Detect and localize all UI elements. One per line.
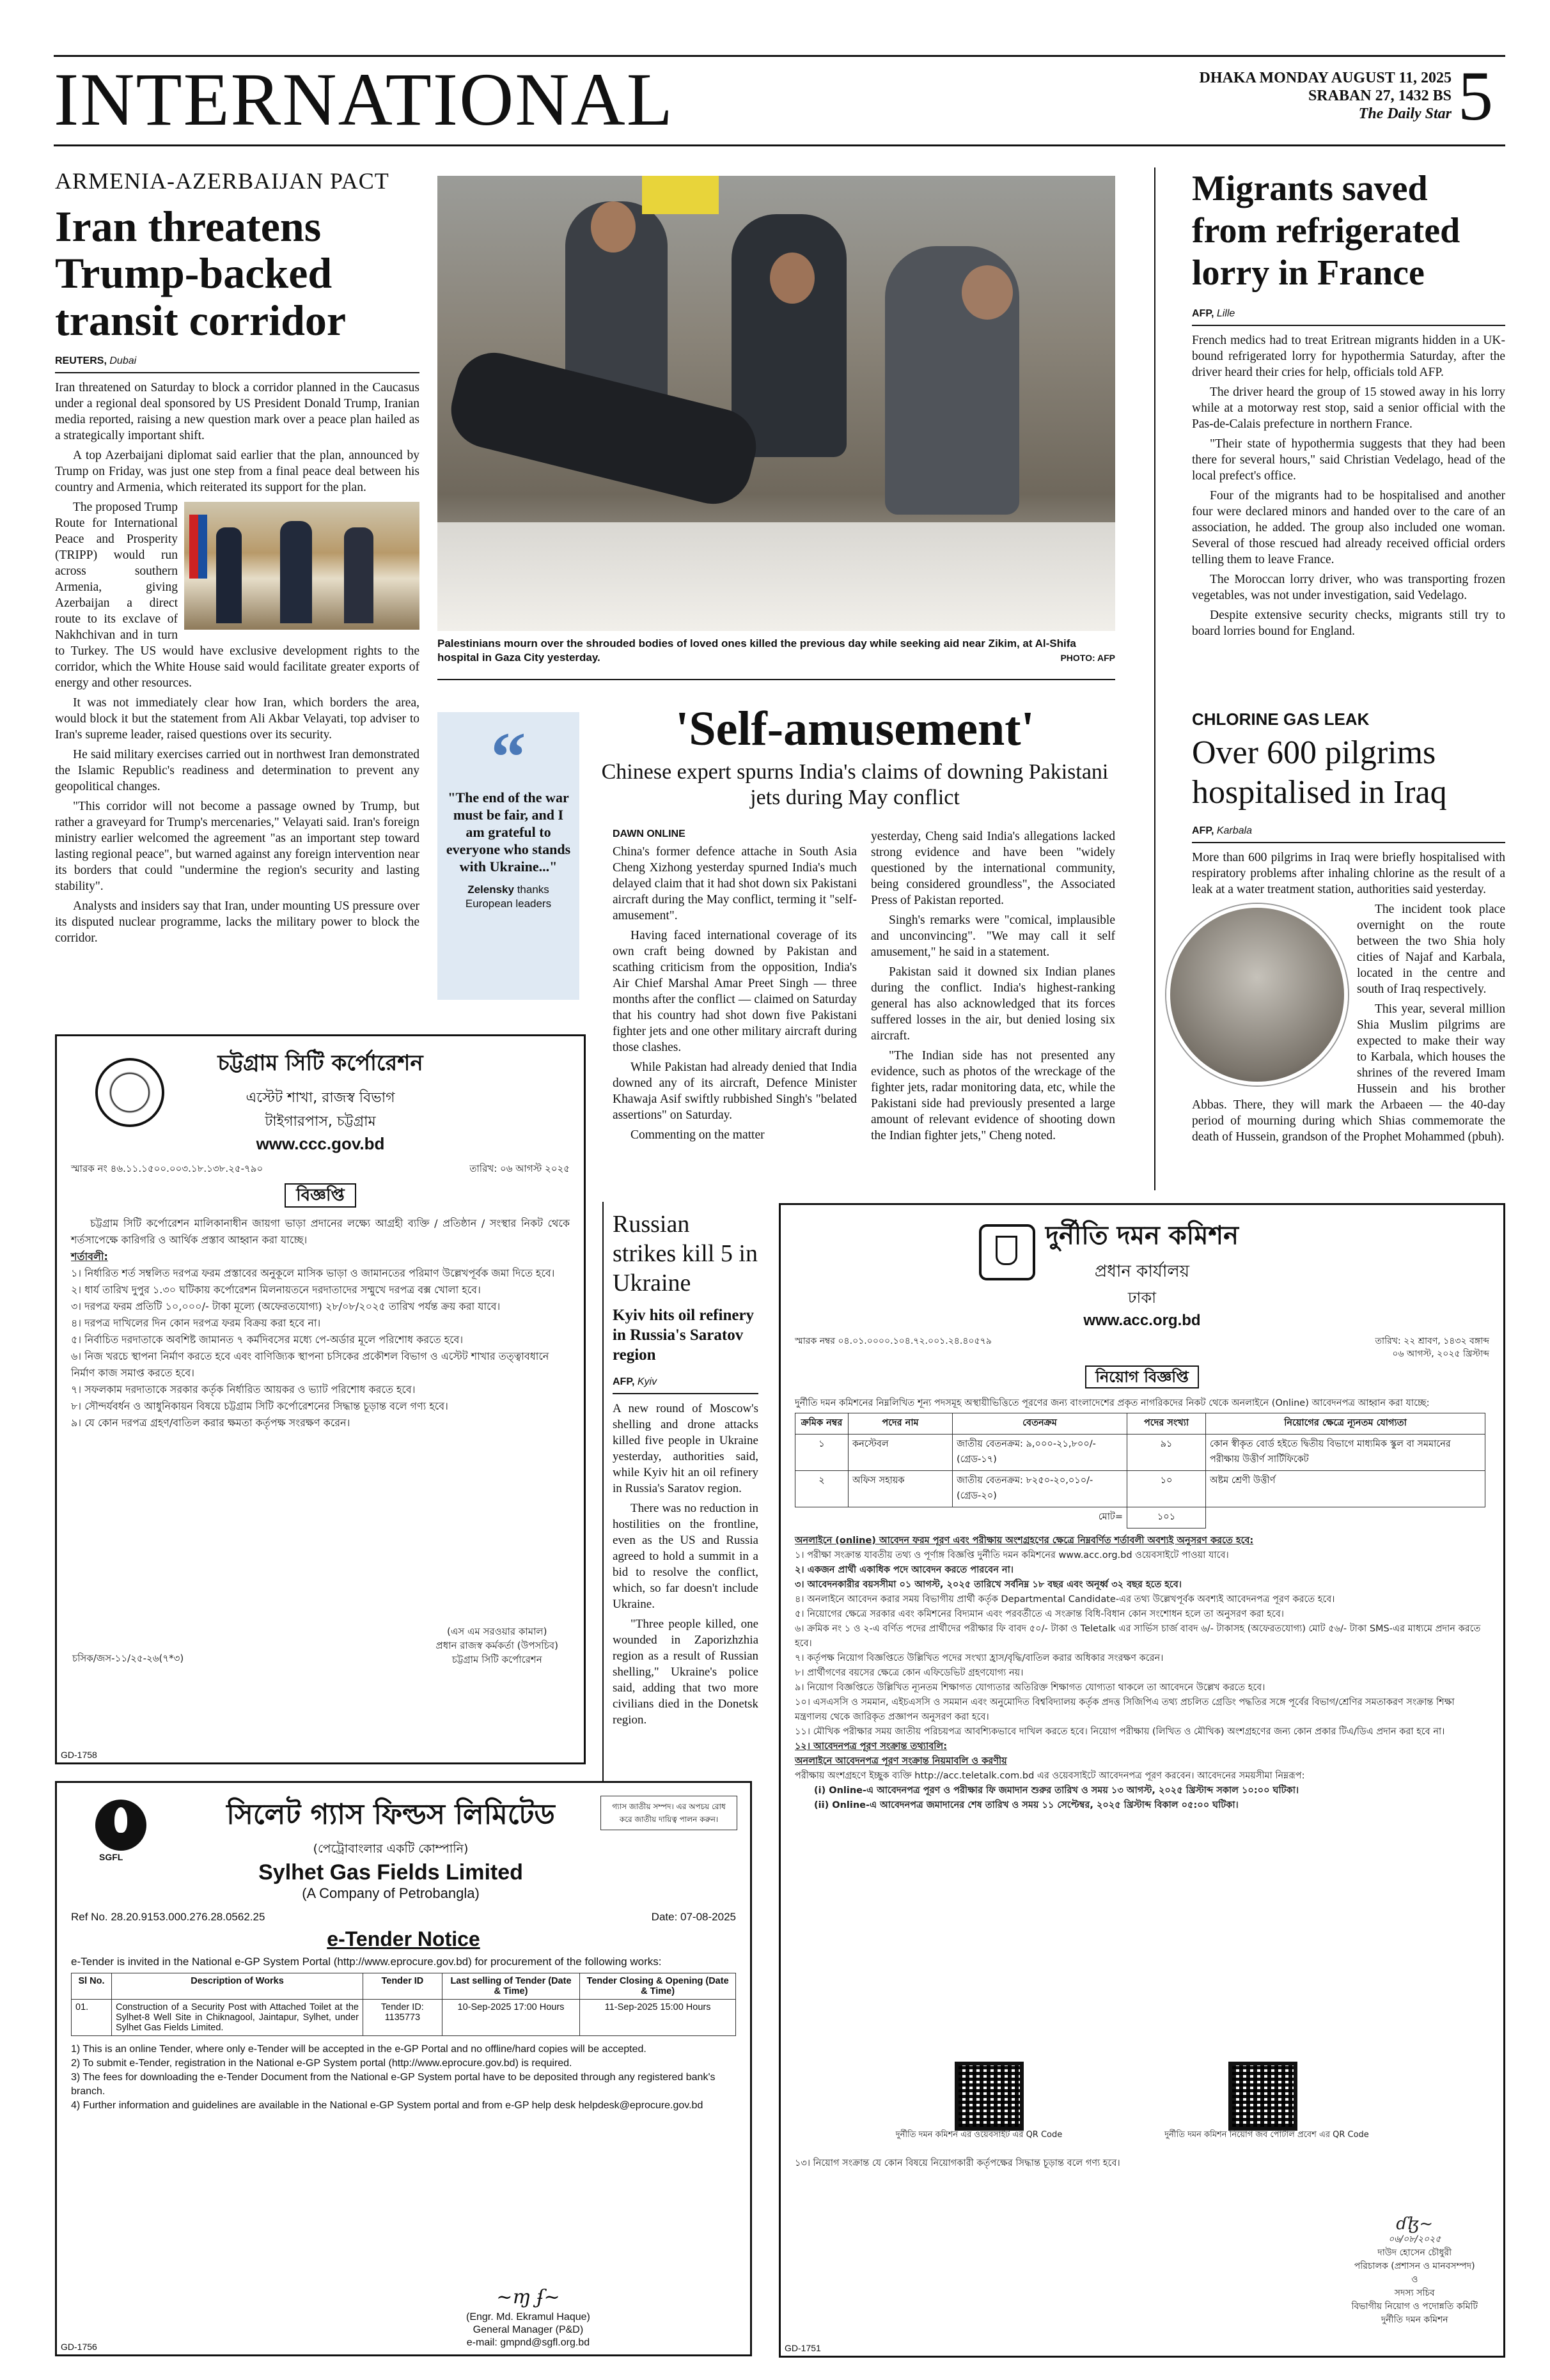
ad-rules: অনলাইনে (online) আবেদন ফরম পূরণ এবং পরীক্ষায় অংশগ্রহণের ক্ষেত্রে নিম্নবর্ণিত শর্তাবলী অবশ্যই অনুসরণ করতে হবে: ১। পরীক্ষা সংক্রান্ত যাবতীয় তথ্য ও পূর্ণাঙ্গ বিজ্ঞপ্তি দুর্নীতি দমন কমিশনের www.acc.org.bd ওয়েবসাইটে পাওয়া যাবে। ২। একজন প্রার্থী একাধিক পদে আবেদন করতে পারবেন না। ৩। আবেদনকারীর বয়সসীমা ০১ আগস্ট, ২০২৫ তারিখে সর্বনিম্ন ১৮ বছর এবং অনূর্ধ্ব ৩২ বছর হতে হবে। ৪। অনলাইনে আবেদন করার সময় বিভাগীয় প্রার্থী কর্তৃক Departmental Candidate-এর তথ্য উল্লেখপূর্বক অবশ্যই আবেদনপত্র পূরণ করতে হবে। ৫। নিয়োগের ক্ষেত্রে সরকার এবং কমিশনের বিদ্যমান এবং পরবর্তীতে এ সংক্রান্ত বিধি-বিধান কোন সংশোধন হলে তা অনুসরণ করা হবে। ৬। ক্রমিক নং ১ ও ২-এ বর্ণিত পদের প্রার্থীদের পরীক্ষার ফি বাবদ ৫০/- টাকা ও Teletalk এর সার্ভিস চার্জ বাবদ ৬/- টাকাসহ (অফেরতযোগ্য) মোট ৫৬/- টাকা SMS-এর মাধ্যমে প্রদান করতে হবে। ৭। কর্তৃপক্ষ নিয়োগ বিজ্ঞপ্তিতে উল্লিখিত পদের সংখ্যা হ্রাস/বৃদ্ধি/বাতিল করার অধিকার সংরক্ষণ করেন। ৮। প্রার্থীগণের বয়সের ক্ষেত্রে কোন এফিডেভিট গ্রহণযোগ্য নয়। ৯। নিয়োগ বিজ্ঞপ্তিতে উল্লিখিত ন্যূনতম শিক্ষাগত যোগ্যতার অতিরিক্ত শিক্ষাগত যোগ্যতা থাকলে তা আবেদনে উল্লেখ করতে হবে। ১০। এসএসসি ও সমমান, এইচএসসি ও সমমান এবং অনুমোদিত বিশ্ববিদ্যালয় কর্তৃক প্রদত্ত সিজিপিএ তথ্য প্রচলিত গ্রেডিং পদ্ধতির সঙ্গে পূর্বের বিভাগ/শ্রেণির সমতাকরণ সংক্রান্ত শিক্ষা মন্ত্রণালয় থেকে জারিকৃত প্রজ্ঞাপন অনুসরণ করা হবে। ১১। মৌখিক পরীক্ষার সময় জাতীয় পরিচয়পত্র আবশ্যিকভাবে দাখিল করতে হবে। নিয়োগ পরীক্ষায় (লিখিত ও মৌখিক) অংশগ্রহণের জন্য কোন প্রকার টিএ/ডিএ প্রদান করা হবে না। ১২। আবেদনপত্র পূরণ সংক্রান্ত তথ্যাবলি: অনলাইনে আবেদনপত্র পূরণ সংক্রান্ত নিয়মাবলি ও করণীয় পরীক্ষায় অংশগ্রহণে ইচ্ছুক ব্যক্তি http://acc.teletalk.com.bd এর ওয়েবসাইটে আবেদনপত্র পূরণ করবেন। আবেদনের সময়সীমা নিম্নরূপ: (i) Online-এ আবেদনপত্র পূরণ ও পরীক্ষার ফি জমাদান শুরুর তারিখ ও সময় ১৩ আগস্ট, ২০২৫ খ্রিস্টাব্দ সকাল ১০:০০ ঘটিকা। (ii) Online-এ আবেদনপত্র জমাদানের শেষ তারিখ ও সময় ১১ সেপ্টেম্বর, ২০২৫ খ্রিস্টাব্দ বিকাল ০৫:০০ ঘটিকা। <box>795 1536 1481 1810</box>
table-header-row: Sl No. Description of Works Tender ID Last selling of Tender (Date & Time) Tender Closing & Opening (Date & Time) <box>72 1973 736 2000</box>
side-note: গ্যাস জাতীয় সম্পদ। এর অপচয় রোধ করে জাতীয় দায়িত্ব পালন করুন। <box>600 1796 737 1830</box>
deck: Chinese expert spurns India's claims of downing Pakistani jets during May conflict <box>601 760 1109 809</box>
tender-notes: 1) This is an online Tender, where only e-Tender will be accepted in the e-GP Portal and no offline/hard copies will be accepted. 2) To submit e-Tender, registration in the National e-GP System portal (http://www.eprocure.gov.bd) is required. 3) The fees for downloading the e-Tender Document from the National e-GP System portal have to be deposited through any registered bank's branch. 4) Further information and guidelines are available in the National e-GP System portal and from e-GP help desk helpdesk@eprocure.gov.bd <box>71 2044 716 2111</box>
pilgrims-photo <box>1166 904 1348 1085</box>
story-migrants <box>1192 167 1505 643</box>
column-divider <box>1154 167 1155 1190</box>
headline: Iran threatens Trump-backed transit corridor <box>55 202 347 345</box>
byline: DAWN ONLINE <box>613 828 685 839</box>
notice-label: নিয়োগ বিজ্ঞপ্তি <box>1085 1365 1199 1388</box>
ad-signature: ɗɮ~ ০৬/০৮/২০২৫ দাউদ হোসেন চৌধুরী পরিচালক (প্রশাসন ও মানবসম্পদ) ও সদস্য সচিব বিভাগীয় নিয়োগ ও পদোন্নতি কমিটি দুর্নীতি দমন কমিশন <box>1351 2214 1478 2325</box>
page-number: 5 <box>1458 57 1493 135</box>
kicker: CHLORINE GAS LEAK <box>1192 710 1370 729</box>
sgfl-logo-icon <box>95 1800 146 1851</box>
article-body: More than 600 pilgrims in Iraq were briefly hospitalised with respiratory problems after inhaling chlorine as the result of a leak at a water treatment station, authorities said yesterday. The incident took place overnight on the route between the two Shia holy cities of Najaf and Karbala, located in the centre and south of Iraq respectively. This year, several million Shia Muslim pilgrims are expected to make their way to Karbala, which houses the shrines of the revered Imam Hussein and his brother Abbas. There, they will mark the Arbaeen — the 40-day period of mourning during which Shias commemorate the death of Hussein, grandson of the Prophet Mohammed (pbuh). <box>1192 850 1505 1145</box>
tender-table <box>71 1973 736 2036</box>
quote-text: "The end of the war must be fair, and I am grateful to everyone who stands with Ukraine..." <box>446 789 571 875</box>
masthead-rule <box>54 144 1505 146</box>
ad-acc: দুর্নীতি দমন কমিশন প্রধান কার্যালয় ঢাকা www.acc.org.bd স্মারক নম্বর ০৪.০১.০০০০.১০৪.৭২.০০১.২৪.৪০৫৭৯ তারিখ: ২২ শ্রাবণ, ১৪৩২ বঙ্গাব্দ ০৬ আগস্ট, ২০২৫ খ্রিস্টাব্দ নিয়োগ বিজ্ঞপ্তি দুর্নীতি দমন কমিশনের নিম্নলিখিত শূন্য পদসমূহ অস্থায়ীভিত্তিতে পূরণের জন্য বাংলাদেশের প্রকৃত নাগরিকদের নিকট থেকে অনলাইনে (Online) আবেদনপত্র আহ্বান করা যাচ্ছে: ক্রমিক নম্বর পদের নাম বেতনক্রম পদের সংখ্যা নিয়োগের ক্ষেত্রে ন্যূনতম যোগ্যতা ১ কনস্টেবল জাতীয় বেতনক্রম: ৯,০০০-২১,৮০০/- (গ্রেড-১৭) ৯১ কোন স্বীকৃত বোর্ড হইতে দ্বিতীয় বিভাগে মাধ্যমিক স্কুল বা সমমানের পরীক্ষায় উত্তীর্ণ সার্টিফিকেট ২ অফিস সহায়ক জাতীয় বেতনক্রম: ৮২৫০-২০,০১০/- (গ্রেড-২০) ১০ অষ্টম শ্রেণী উত্তীর্ণ মোট= ১০১ অনলাইনে (online) আবেদন ফরম পূরণ এবং পরীক্ষায় অংশগ্রহণের ক্ষেত্রে নিম্নবর্ণিত শর্তাবলী অবশ্যই অনুসরণ করতে হবে: ১। পরীক্ষা সংক্রান্ত যাবতীয় তথ্য ও পূর্ণাঙ্গ বিজ্ঞপ্তি দুর্নীতি দমন কমিশনের www.acc.org.bd ওয়েবসাইটে পাওয়া যাবে। ২। একজন প্রার্থী একাধিক পদে আবেদন করতে পারবেন না। ৩। আবেদনকারীর বয়সসীমা ০১ আগস্ট, ২০২৫ তারিখে সর্বনিম্ন ১৮ বছর এবং অনূর্ধ্ব ৩২ বছর হতে হবে। ৪। অনলাইনে আবেদন করার সময় বিভাগীয় প্রার্থী কর্তৃক Departmental Candidate-এর তথ্য উল্লেখপূর্বক অবশ্যই আবেদনপত্র পূরণ করতে হবে। ৫। নিয়োগের ক্ষেত্রে সরকার এবং কমিশনের বিদ্যমান এবং পরবর্তীতে এ সংক্রান্ত বিধি-বিধান কোন সংশোধন হলে তা অনুসরণ করা হবে। ৬। ক্রমিক নং ১ ও ২-এ বর্ণিত পদের প্রার্থীদের পরীক্ষার ফি বাবদ ৫০/- টাকা ও Teletalk এর সার্ভিস চার্জ বাবদ ৬/- টাকাসহ (অফেরতযোগ্য) মোট ৫৬/- টাকা SMS-এর মাধ্যমে প্রদান করতে হবে। ৭। কর্তৃপক্ষ নিয়োগ বিজ্ঞপ্তিতে উল্লিখিত পদের সংখ্যা হ্রাস/বৃদ্ধি/বাতিল করার অধিকার সংরক্ষণ করেন। ৮। প্রার্থীগণের বয়সের ক্ষেত্রে কোন এফিডেভিট গ্রহণযোগ্য নয়। ৯। নিয়োগ বিজ্ঞপ্তিতে উল্লিখিত ন্যূনতম শিক্ষাগত যোগ্যতার অতিরিক্ত শিক্ষাগত যোগ্যতা থাকলে তা আবেদনে উল্লেখ করতে হবে। ১০। এসএসসি ও সমমান, এইচএসসি ও সমমান এবং অনুমোদিত বিশ্ববিদ্যালয় কর্তৃক প্রদত্ত সিজিপিএ তথ্য প্রচলিত গ্রেডিং পদ্ধতির সঙ্গে পূর্বের বিভাগ/শ্রেণির সমতাকরণ সংক্রান্ত শিক্ষা মন্ত্রণালয় থেকে জারিকৃত প্রজ্ঞাপন অনুসরণ করা হবে। ১১। মৌখিক পরীক্ষার সময় জাতীয় পরিচয়পত্র আবশ্যিকভাবে দাখিল করতে হবে। নিয়োগ পরীক্ষায় (লিখিত ও মৌখিক) অংশগ্রহণের জন্য কোন প্রকার টিএ/ডিএ প্রদান করা হবে না। ১২। আবেদনপত্র পূরণ সংক্রান্ত তথ্যাবলি: অনলাইনে আবেদনপত্র পূরণ সংক্রান্ত নিয়মাবলি ও করণীয় পরীক্ষায় অংশগ্রহণে ইচ্ছুক ব্যক্তি http://acc.teletalk.com.bd এর ওয়েবসাইটে আবেদনপত্র পূরণ করবেন। আবেদনের সময়সীমা নিম্নরূপ: (i) Online-এ আবেদনপত্র পূরণ ও পরীক্ষার ফি জমাদান শুরুর তারিখ ও সময় ১৩ আগস্ট, ২০২৫ খ্রিস্টাব্দ সকাল ১০:০০ ঘটিকা। (ii) Online-এ আবেদনপত্র জমাদানের শেষ তারিখ ও সময় ১১ সেপ্টেম্বর, ২০২৫ খ্রিস্টাব্দ বিকাল ০৫:০০ ঘটিকা। দুর্নীতি দমন কমিশন এর ওয়েবসাইট এর QR Code দুর্নীতি দমন কমিশন নিয়োগ জব পোর্টাল প্রবেশ এর QR Code ১৩। নিয়োগ সংক্রান্ত যে কোন বিষয়ে নিয়োগকারী কর্তৃপক্ষের সিদ্ধান্ত চূড়ান্ত বলে গণ্য হবে। ɗɮ~ ০৬/০৮/২০২৫ দাউদ হোসেন চৌধুরী পরিচালক (প্রশাসন ও মানবসম্পদ) ও সদস্য সচিব বিভাগীয় নিয়োগ ও পদোন্নতি কমিটি দুর্নীতি দমন কমিশন GD-1751 <box>779 1203 1505 2358</box>
table-row: ১ কনস্টেবল জাতীয় বেতনক্রম: ৯,০০০-২১,৮০০/- (গ্রেড-১৭) ৯১ কোন স্বীকৃত বোর্ড হইতে দ্বিতীয় বিভাগে মাধ্যমিক স্কুল বা সমমানের পরীক্ষায় উত্তীর্ণ সার্টিফিকেট <box>795 1435 1485 1471</box>
quote-mark-icon: “ <box>490 718 526 796</box>
ccc-logo-icon <box>95 1058 164 1127</box>
byline: AFP, Karbala <box>1192 825 1252 836</box>
story-iran <box>55 167 419 950</box>
qr-code-job-portal[interactable] <box>1228 2062 1297 2131</box>
section-title: INTERNATIONAL <box>54 58 674 141</box>
ad-code: GD-1756 <box>61 2342 97 2352</box>
top-rule <box>54 55 1505 57</box>
article-col-2: yesterday, Cheng said India's allegations lacked strong evidence and have been "widely questioned by the international community, being considered groundless", the Associated Press of Pakistan reported. Singh's remarks were "comical, implausible and unconvincing". "We may call it self amusement," he said in a statement. Pakistan said it downed six Indian planes during the conflict. India's highest-ranking general has also acknowledged that its forces suffered losses in the air, but denied losing six aircraft. "The Indian side has not presented any evidence, such as photos of the wreckage of the fighter jets, radar monitoring data, etc, while the Pakistani side had previously presented a large amount of relevant evidence of shooting down the Indian fighter jets," Cheng noted. <box>871 830 1115 1142</box>
signing-ceremony-photo <box>184 502 419 630</box>
headline: Migrants saved from refrigerated lorry in France <box>1192 169 1460 293</box>
article-body: Iran threatened on Saturday to block a corridor planned in the Caucasus under a regional deal sponsored by US President Donald Trump, Iranian media reported, raising a new question mark over a peace plan hailed as a strategically important shift. A top Azerbaijani diplomat said earlier that the plan, announced by Trump on Friday, was just one step from a final peace deal between his country and Armenia, which reiterated its support for the plan. The proposed Trump Route for International Peace and Prosperity (TRIPP) would run across southern Armenia, giving Azerbaijan a direct route to its exclave of Nakhchivan and in turn to Turkey. The US would have exclusive development rights to the corridor, which the White House said would facilitate greater exports of energy and other resources. It was not immediately clear how Iran, which borders the area, would block it but the statement from Ali Akbar Velayati, top adviser to Iran's supreme leader, raised questions over its security. He said military exercises carried out in northwest Iran demonstrated the Islamic Republic's readiness and determination to prevent any geopolitical changes. "This corridor will not become a passage owned by Trump, but rather a graveyard for Trump's mercenaries," Velayati said. Iran's foreign ministry earlier welcomed the agreement "as an important step toward lasting regional peace", but warned against any foreign intervention near its borders that could "undermine the region's security and lasting stability". Analysts and insiders say that Iran, under mounting US pressure over its disputed nuclear programme, lacks the military power to block the corridor. <box>55 381 419 945</box>
notice-label: e-Tender Notice <box>327 1927 480 1950</box>
deck: Kyiv hits oil refinery in Russia's Saratov region <box>613 1307 755 1364</box>
ad-sgfl: SGFL সিলেট গ্যাস ফিল্ডস লিমিটেড (পেট্রোবাংলার একটি কোম্পানি) Sylhet Gas Fields Limited (A Company of Petrobangla) গ্যাস জাতীয় সম্পদ। এর অপচয় রোধ করে জাতীয় দায়িত্ব পালন করুন। Ref No. 28.20.9153.000.276.28.0562.25 Date: 07-08-2025 e-Tender Notice e-Tender is invited in the National e-GP System Portal (http://www.eprocure.gov.bd) for procurement of the following works: Sl No. Description of Works Tender ID Last selling of Tender (Date & Time) Tender Closing & Opening (Date & Time) 01. Construction of a Security Post with Attached Toilet at the Sylhet-8 Well Site in Chiknagool, Jaintapur, Sylhet, under Sylhet Gas Fields Limited. Tender ID: 1135773 10-Sep-2025 17:00 Hours 11-Sep-2025 15:00 Hours 1) This is an online Tender, where only e-Tender will be accepted in the e-GP Portal and no offline/hard copies will be accepted. 2) To submit e-Tender, registration in the National e-GP System portal (http://www.eprocure.gov.bd) is required. 3) The fees for downloading the e-Tender Document from the National e-GP System portal have to be deposited through any registered bank's branch. 4) Further information and guidelines are available in the National e-GP System portal and from e-GP help desk helpdesk@eprocure.gov.bd ~ɱ ʄ~ (Engr. Md. Ekramul Haque) General Manager (P&D) e-mail: gmpnd@sgfl.org.bd GD-1756 <box>55 1781 752 2356</box>
story-pilgrims <box>1192 710 1505 1149</box>
notice-label: বিজ্ঞপ্তি <box>285 1183 356 1208</box>
gaza-mourning-photo <box>437 176 1115 631</box>
article-col-1: China's former defence attache in South Asia Cheng Xizhong yesterday spurned India's much delayed claim that it had shot down six Pakistani aircraft during the May conflict, terming it "self-amusement". Having faced international coverage of its own craft being downed by Pakistan and scathing criticism from the opposition, India's Air Chief Marshal Amar Preet Singh — three months after the conflict — claimed on Saturday that his country had shot down five Pakistani fighter jets and one other military aircraft during those clashes. While Pakistan had already denied that India downed any of its aircraft, Defence Minister Khawaja Asif swiftly rubbished Singh's "belated assertions" on Saturday. Commenting on the matter <box>613 845 857 1142</box>
table-header-row: ক্রমিক নম্বর পদের নাম বেতনক্রম পদের সংখ্যা নিয়োগের ক্ষেত্রে ন্যূনতম যোগ্যতা <box>795 1413 1485 1435</box>
rule <box>55 372 419 373</box>
acc-logo-icon <box>979 1224 1035 1280</box>
byline: AFP, Lille <box>1192 308 1235 319</box>
ad-url: www.ccc.gov.bd <box>256 1134 385 1153</box>
table-row: ২ অফিস সহায়ক জাতীয় বেতনক্রম: ৮২৫০-২০,০১০/- (গ্রেড-২০) ১০ অষ্টম শ্রেণী উত্তীর্ণ <box>795 1471 1485 1507</box>
ad-title: সিলেট গ্যাস ফিল্ডস লিমিটেড <box>226 1798 555 1831</box>
story-russia <box>613 1209 758 1732</box>
byline: REUTERS, Dubai <box>55 355 137 367</box>
ad-code: GD-1758 <box>61 1750 97 1760</box>
paper-name: The Daily Star <box>1358 105 1452 122</box>
ad-signature: ~ɱ ʄ~ (Engr. Md. Ekramul Haque) General Manager (P&D) e-mail: gmpnd@sgfl.org.bd <box>466 2286 590 2348</box>
article-body: A new round of Moscow's shelling and drone attacks killed five people in Ukraine yesterday, authorities said, while Kyiv hit an oil refinery in Russia's Saratov region. There was no reduction in hostilities on the frontline, even as the US and Russia agreed to hold a summit in a bid to resolve the conflict, which, so far doesn't include Ukraine. "Three people killed, one wounded in Zaporizhzhia region as a result of Russian shelling," Ukraine's police said, adding that two more civilians died in the Donetsk region. <box>613 1402 758 1727</box>
ad-title: দুর্নীতি দমন কমিশন <box>1045 1221 1239 1250</box>
article-body: French medics had to treat Eritrean migrants hidden in a UK-bound refrigerated lorry for hypothermia Saturday, after the driver heard their cries for help, officials told AFP. The driver heard the group of 15 stowed away in his lorry while at a motorway rest stop, said a senior official with the Pas-de-Calais prefecture in northern France. "Their state of hypothermia suggests that they had been there for several hours," said Christian Vedelago, head of the local prefect's office. Four of the migrants had to be hospitalised and another four were declared minors and handed over to the care of an association, he added. The group also included one woman. Several of those rescued had already received official orders telling them to leave France. The Moroccan lorry driver, who was transporting frozen vegetables, was not under investigation, said Vedelago. Despite extensive security checks, migrants still try to board lorries bound for England. <box>1192 334 1505 638</box>
rule <box>437 679 1115 680</box>
photo-credit: PHOTO: AFP <box>1060 653 1115 663</box>
table-total-row: মোট= ১০১ <box>795 1507 1485 1528</box>
ad-ccc: চট্টগ্রাম সিটি কর্পোরেশন এস্টেট শাখা, রাজস্ব বিভাগ টাইগারপাস, চট্টগ্রাম www.ccc.gov.bd স্মারক নং ৪৬.১১.১৫০০.০০৩.১৮.১৩৮.২৫-৭৯০ তারিখ: ০৬ আগস্ট ২০২৫ বিজ্ঞপ্তি চট্টগ্রাম সিটি কর্পোরেশন মালিকানাধীন জায়গা ভাড়া প্রদানের লক্ষ্যে আগ্রহী ব্যক্তি / প্রতিষ্ঠান / সংস্থার নিকট থেকে শর্তসাপেক্ষে কারিগরি ও আর্থিক প্রস্তাব আহ্বান করা যাচ্ছে। শর্তাবলী: ১। নির্ধারিত শর্ত সম্বলিত দরপত্র ফরম প্রস্তাবের অনুকূলে মাসিক ভাড়া ও জামানতের পরিমাণ উল্লেখপূর্বক জমা দিতে হবে। ২। ধার্য তারিখ দুপুর ১.৩০ ঘটিকায় কর্পোরেশন মিলনায়তনে দরদাতাদের সম্মুখে দরপত্র বক্স খোলা হবে। ৩। দরপত্র ফরম প্রতিটি ১০,০০০/- টাকা মূল্যে (অফেরতযোগ্য) ২৮/০৮/২০২৫ তারিখ পর্যন্ত ক্রয় করা যাবে। ৪। দরপত্র দাখিলের দিন কোন দরপত্র ফরম বিক্রয় করা হবে না। ৫। নির্বাচিত দরদাতাকে অবশিষ্ট জামানত ৭ কর্মদিবসের মধ্যে পে-অর্ডার মূলে পরিশোধ করতে হবে। ৬। নিজ খরচে স্থাপনা নির্মাণ করতে হবে এবং বাণিজ্যিক স্থাপনা চসিকের প্রকৌশল বিভাগ ও এস্টেট শাখার তত্ত্বাবধানে নির্মাণ কাজ সমাপ্ত করতে হবে। ৭। সফলকাম দরদাতাকে সরকার কর্তৃক নির্ধারিত আয়কর ও ভ্যাট পরিশোধ করতে হবে। ৮। সৌন্দর্যবর্ধন ও আধুনিকায়ন বিষয়ে চট্টগ্রাম সিটি কর্পোরেশনের সিদ্ধান্ত চূড়ান্ত বলে গণ্য হবে। ৯। যে কোন দরপত্র গ্রহণ/বাতিল করার ক্ষমতা কর্তৃপক্ষ সংরক্ষণ করেন। (এস এম সরওয়ার কামাল) প্রধান রাজস্ব কর্মকর্তা (উপসচিব) চট্টগ্রাম সিটি কর্পোরেশন চসিক/জস-১১/২৫-২৬(৭*৩) GD-1758 <box>55 1034 586 1764</box>
ad-body: চট্টগ্রাম সিটি কর্পোরেশন মালিকানাধীন জায়গা ভাড়া প্রদানের লক্ষ্যে আগ্রহী ব্যক্তি / প্রতিষ্ঠান / সংস্থার নিকট থেকে শর্তসাপেক্ষে কারিগরি ও আর্থিক প্রস্তাব আহ্বান করা যাচ্ছে। শর্তাবলী: ১। নির্ধারিত শর্ত সম্বলিত দরপত্র ফরম প্রস্তাবের অনুকূলে মাসিক ভাড়া ও জামানতের পরিমাণ উল্লেখপূর্বক জমা দিতে হবে। ২। ধার্য তারিখ দুপুর ১.৩০ ঘটিকায় কর্পোরেশন মিলনায়তনে দরদাতাদের সম্মুখে দরপত্র বক্স খোলা হবে। ৩। দরপত্র ফরম প্রতিটি ১০,০০০/- টাকা মূল্যে (অফেরতযোগ্য) ২৮/০৮/২০২৫ তারিখ পর্যন্ত ক্রয় করা যাবে। ৪। দরপত্র দাখিলের দিন কোন দরপত্র ফরম বিক্রয় করা হবে না। ৫। নির্বাচিত দরদাতাকে অবশিষ্ট জামানত ৭ কর্মদিবসের মধ্যে পে-অর্ডার মূলে পরিশোধ করতে হবে। ৬। নিজ খরচে স্থাপনা নির্মাণ করতে হবে এবং বাণিজ্যিক স্থাপনা চসিকের প্রকৌশল বিভাগ ও এস্টেট শাখার তত্ত্বাবধানে নির্মাণ কাজ সমাপ্ত করতে হবে। ৭। সফলকাম দরদাতাকে সরকার কর্তৃক নির্ধারিত আয়কর ও ভ্যাট পরিশোধ করতে হবে। ৮। সৌন্দর্যবর্ধন ও আধুনিকায়ন বিষয়ে চট্টগ্রাম সিটি কর্পোরেশনের সিদ্ধান্ত চূড়ান্ত বলে গণ্য হবে। ৯। যে কোন দরপত্র গ্রহণ/বাতিল করার ক্ষমতা কর্তৃপক্ষ সংরক্ষণ করেন। <box>71 1217 570 1429</box>
signature-scribble: ~ɱ ʄ~ <box>496 2286 560 2308</box>
posts-table <box>795 1413 1485 1528</box>
ad-code: GD-1751 <box>785 2343 821 2353</box>
pull-quote <box>437 712 579 1000</box>
table-row: 01. Construction of a Security Post with Attached Toilet at the Sylhet-8 Well Site in Chiknagool, Jaintapur, Sylhet, under Sylhet Gas Fields Limited. Tender ID: 1135773 10-Sep-2025 17:00 Hours 11-Sep-2025 15:00 Hours <box>72 2000 736 2036</box>
headline: Russian strikes kill 5 in Ukraine <box>613 1211 758 1296</box>
qr-code-website[interactable] <box>955 2062 1024 2131</box>
quote-attribution: Zelensky thanks European leaders <box>465 883 552 910</box>
ad-url: www.acc.org.bd <box>1083 1312 1201 1329</box>
photo-caption: Palestinians mourn over the shrouded bodies of loved ones killed the previous day while seeking aid near Zikim, at Al-Shifa hospital in Gaza City yesterday. <box>437 637 1076 664</box>
ad-signature: (এস এম সরওয়ার কামাল) প্রধান রাজস্ব কর্মকর্তা (উপসচিব) চট্টগ্রাম সিটি কর্পোরেশন <box>435 1626 558 1665</box>
headline: Over 600 pilgrims hospitalised in Iraq <box>1192 735 1447 811</box>
column-divider <box>602 1202 604 1879</box>
ad-title: চট্টগ্রাম সিটি কর্পোরেশন <box>217 1050 423 1076</box>
byline: AFP, Kyiv <box>613 1376 657 1387</box>
dateline: DHAKA MONDAY AUGUST 11, 2025 SRABAN 27, 1432 BS The Daily Star <box>1170 69 1452 123</box>
signature-scribble: ɗɮ~ <box>1396 2214 1434 2234</box>
headline: 'Self-amusement' <box>675 702 1035 756</box>
kicker: ARMENIA-AZERBAIJAN PACT <box>55 168 389 194</box>
